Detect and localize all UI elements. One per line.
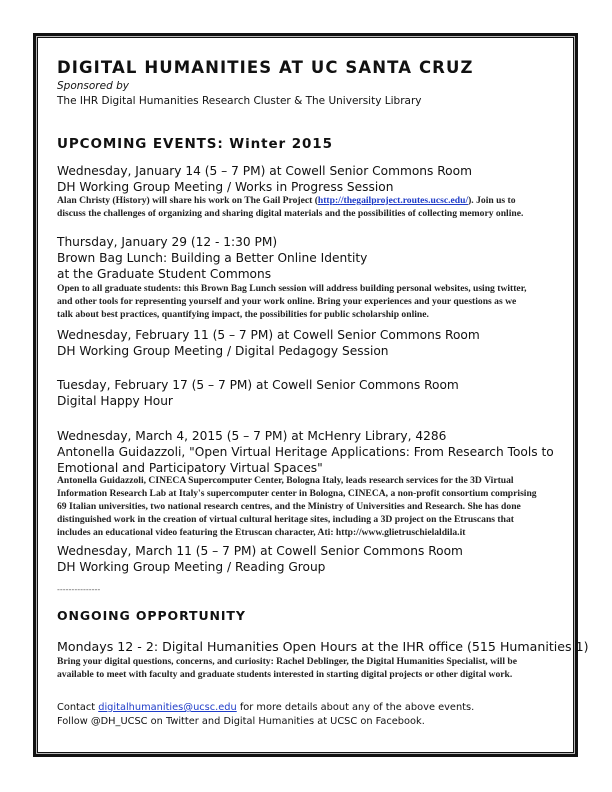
event-5-description-line1: Antonella Guidazzoli, CINECA Supercomputer Center, Bologna Italy, leads research services for the 3D Virtual — [57, 475, 514, 486]
event-4-title: Digital Happy Hour — [57, 394, 173, 408]
event-6-when: Wednesday, March 11 (5 – 7 PM) at Cowell Senior Commons Room — [57, 544, 463, 558]
event-5-when: Wednesday, March 4, 2015 (5 – 7 PM) at McHenry Library, 4286 — [57, 429, 447, 443]
upcoming-events-heading: UPCOMING EVENTS: Winter 2015 — [57, 136, 333, 152]
event-6-title: DH Working Group Meeting / Reading Group — [57, 560, 326, 574]
event-1-title: DH Working Group Meeting / Works in Progress Session — [57, 180, 394, 194]
event-1-desc-text-end: ). Join us to — [468, 195, 516, 206]
event-2-description-line3: talk about best practices, quantifying impact, the possibilities for public scholarship online. — [57, 309, 429, 320]
sponsors-line: The IHR Digital Humanities Research Cluster & The University Library — [57, 95, 422, 107]
event-2-title: Brown Bag Lunch: Building a Better Online Identity — [57, 251, 368, 265]
event-2-description-line2: and other tools for representing yourself and your work online. Bring your experiences and your questions as we — [57, 296, 517, 307]
event-2-when: Thursday, January 29 (12 - 1:30 PM) — [57, 235, 278, 249]
event-5-description-line4: distinguished work in the creation of virtual cultural heritage sites, including a 3D project on the Etruscans that — [57, 514, 514, 525]
event-5-description-line3: 69 Italian universities, two national research centres, and the Ministry of Universities and Research. She has done — [57, 501, 521, 512]
ongoing-description-line1: Bring your digital questions, concerns, and curiosity: Rachel Deblinger, the Digital Humanities Specialist, will be — [57, 656, 517, 667]
event-5-description-line5: includes an educational video featuring the Etruscan character, Ati: http://www.glietruschielaldila.it — [57, 527, 466, 538]
sponsored-by-label: Sponsored by — [57, 80, 129, 92]
event-1-when: Wednesday, January 14 (5 – 7 PM) at Cowell Senior Commons Room — [57, 164, 472, 178]
page-title: DIGITAL HUMANITIES AT UC SANTA CRUZ — [57, 58, 474, 77]
event-3-when: Wednesday, February 11 (5 – 7 PM) at Cowell Senior Commons Room — [57, 328, 480, 342]
event-1-description — [57, 194, 516, 207]
follow-line: Follow @DH_UCSC on Twitter and Digital Humanities at UCSC on Facebook. — [57, 716, 425, 727]
event-1-desc-text: Alan Christy (History) will share his work on The Gail Project ( — [57, 195, 318, 206]
event-5-title: Antonella Guidazzoli, "Open Virtual Heritage Applications: From Research Tools to — [57, 445, 554, 459]
contact-line — [57, 701, 474, 715]
ongoing-title: Mondays 12 - 2: Digital Humanities Open Hours at the IHR office (515 Humanities 1) — [57, 639, 589, 654]
contact-text: Contact — [57, 702, 99, 713]
event-2-title-line2: at the Graduate Student Commons — [57, 267, 272, 281]
contact-text-end: for more details about any of the above events. — [236, 702, 475, 713]
gail-project-link[interactable]: http://thegailproject.routes.ucsc.edu/ — [317, 195, 469, 206]
event-3-title: DH Working Group Meeting / Digital Pedagogy Session — [57, 344, 389, 358]
event-5-description-line2: Information Research Lab at Italy's supercomputer center in Bologna, CINECA, a non-profit consortium comprising — [57, 488, 537, 499]
event-4-when: Tuesday, February 17 (5 – 7 PM) at Cowell Senior Commons Room — [57, 378, 459, 392]
event-2-description-line1: Open to all graduate students: this Brown Bag Lunch session will address building personal websites, using twitter, — [57, 283, 527, 294]
section-divider: --------------- — [57, 585, 101, 594]
event-1-description-line2: discuss the challenges of organizing and sharing digital materials and the possibilities of collecting memory online. — [57, 208, 524, 219]
event-5-title-line2: Emotional and Participatory Virtual Spaces" — [57, 461, 323, 475]
email-link[interactable]: digitalhumanities@ucsc.edu — [98, 702, 237, 713]
ongoing-description-line2: available to meet with faculty and graduate students interested in starting digital projects or other digital work. — [57, 669, 513, 680]
ongoing-opportunity-heading: ONGOING OPPORTUNITY — [57, 608, 246, 623]
